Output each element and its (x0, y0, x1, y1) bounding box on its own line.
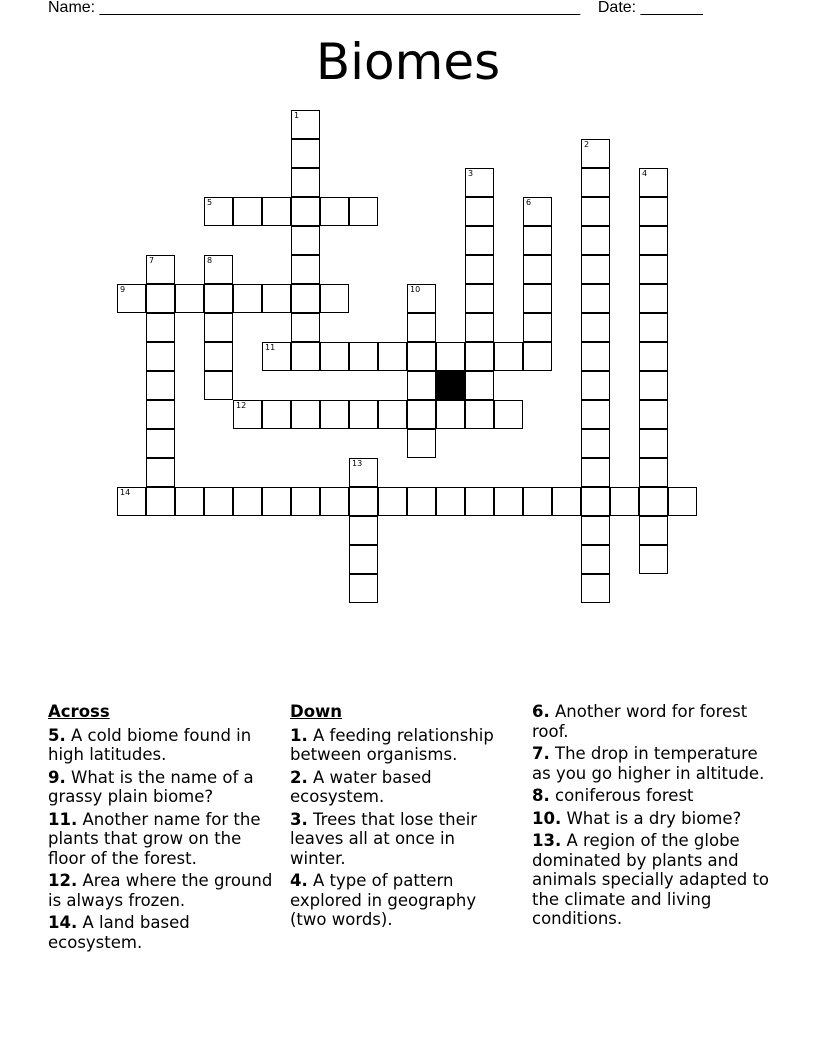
clue-text: A type of pattern explored in geography (two words). (290, 871, 477, 929)
crossword-cell[interactable] (581, 197, 610, 226)
clue-text: A water based ecosystem. (290, 767, 432, 806)
clue-number: 5 (207, 198, 213, 207)
clue-number: 1 (294, 111, 300, 120)
clue-number: 12. (48, 871, 78, 890)
crossword-cell[interactable] (639, 168, 668, 197)
clue-number: 7. (532, 744, 550, 763)
crossword-cell[interactable] (581, 342, 610, 371)
crossword-cell[interactable] (291, 197, 320, 226)
clue-number: 9 (120, 285, 126, 294)
clue-number: 14. (48, 913, 78, 932)
crossword-cell[interactable] (291, 313, 320, 342)
crossword-cell[interactable] (291, 255, 320, 284)
crossword-cell[interactable] (581, 400, 610, 429)
clue-number: 11 (265, 343, 276, 352)
clue-item (532, 786, 772, 806)
crossword-cell[interactable] (291, 139, 320, 168)
crossword-cell[interactable] (262, 197, 291, 226)
crossword-cell[interactable] (291, 284, 320, 313)
clue-number: 6 (526, 198, 532, 207)
name-label: Name: (48, 0, 96, 16)
crossword-cell[interactable] (349, 516, 378, 545)
crossword-cell[interactable] (581, 429, 610, 458)
crossword-cell[interactable] (175, 284, 204, 313)
down-heading: Down (290, 702, 343, 721)
crossword-cell[interactable] (117, 284, 146, 313)
crossword-cell[interactable] (204, 284, 233, 313)
crossword-cell[interactable] (204, 342, 233, 371)
crossword-cell[interactable] (465, 197, 494, 226)
crossword-cell[interactable] (465, 226, 494, 255)
crossword-cell[interactable] (581, 371, 610, 400)
crossword-cell[interactable] (581, 574, 610, 603)
crossword-cell[interactable] (581, 487, 610, 516)
crossword-cell[interactable] (146, 371, 175, 400)
clue-text: coniferous forest (555, 786, 694, 805)
crossword-cell[interactable] (320, 284, 349, 313)
clue-item (48, 810, 273, 869)
down-clues (290, 702, 515, 933)
crossword-cell[interactable] (407, 371, 436, 400)
crossword-cell[interactable] (639, 226, 668, 255)
clue-number: 1. (290, 725, 308, 745)
crossword-cell[interactable] (349, 197, 378, 226)
crossword-cell[interactable] (262, 342, 291, 371)
crossword-cell[interactable] (610, 487, 639, 516)
crossword-cell[interactable] (204, 197, 233, 226)
date-label: Date: (597, 0, 637, 16)
crossword-cell[interactable] (291, 110, 320, 139)
crossword-cell[interactable] (291, 226, 320, 255)
crossword-cell[interactable] (639, 487, 668, 516)
crossword-cell[interactable] (639, 284, 668, 313)
down-clues-continued (532, 702, 772, 932)
crossword-cell[interactable] (581, 458, 610, 487)
crossword-cell[interactable] (552, 487, 581, 516)
crossword-cell[interactable] (320, 487, 349, 516)
crossword-cell[interactable] (378, 400, 407, 429)
crossword-cell[interactable] (668, 487, 697, 516)
crossword-cell[interactable] (349, 574, 378, 603)
clue-number: 11. (48, 809, 78, 829)
clue-text: A cold biome found in high latitudes. (48, 725, 252, 764)
crossword-cell[interactable] (233, 400, 262, 429)
crossword-cell[interactable] (349, 342, 378, 371)
crossword-cell[interactable] (291, 400, 320, 429)
clue-number: 3 (468, 169, 474, 178)
crossword-cell[interactable] (523, 284, 552, 313)
clue-number: 4 (642, 169, 648, 178)
clue-text: Another word for forest roof. (532, 702, 748, 741)
crossword-cell[interactable] (581, 226, 610, 255)
crossword-cell[interactable] (523, 197, 552, 226)
crossword-cell[interactable] (204, 313, 233, 342)
crossword-cell[interactable] (581, 516, 610, 545)
clue-number: 2. (290, 767, 308, 787)
clue-text: A feeding relationship between organisms. (290, 725, 494, 764)
clue-item (532, 702, 772, 741)
crossword-cell[interactable] (262, 400, 291, 429)
clue-text: Trees that lose their leaves all at once in winter. (290, 809, 478, 868)
crossword-cell[interactable] (117, 487, 146, 516)
clue-text: What is a dry biome? (566, 808, 742, 828)
black-square (436, 371, 465, 400)
crossword-cell[interactable] (320, 197, 349, 226)
crossword-cell[interactable] (639, 342, 668, 371)
crossword-cell[interactable] (639, 313, 668, 342)
crossword-cell[interactable] (349, 487, 378, 516)
clue-number: 3. (290, 809, 308, 829)
crossword-cell[interactable] (146, 313, 175, 342)
clue-number: 12 (236, 401, 247, 410)
date-blank[interactable]: _______ (640, 0, 703, 16)
clue-item (532, 744, 772, 783)
crossword-cell[interactable] (494, 342, 523, 371)
crossword-cell[interactable] (639, 458, 668, 487)
crossword-cell[interactable] (639, 400, 668, 429)
crossword-cell[interactable] (639, 545, 668, 574)
crossword-cell[interactable] (262, 284, 291, 313)
crossword-cell[interactable] (378, 342, 407, 371)
crossword-cell[interactable] (494, 487, 523, 516)
clue-item (48, 871, 273, 910)
clue-text: A region of the globe dominated by plants and animals specially adapted to the climate and living conditions. (532, 831, 770, 928)
clue-number: 14 (120, 488, 131, 497)
crossword-cell[interactable] (146, 487, 175, 516)
crossword-cell[interactable] (233, 487, 262, 516)
crossword-cell[interactable] (349, 400, 378, 429)
crossword-cell[interactable] (581, 313, 610, 342)
clue-item (290, 726, 515, 765)
crossword-cell[interactable] (291, 487, 320, 516)
crossword-cell[interactable] (639, 197, 668, 226)
crossword-cell[interactable] (407, 342, 436, 371)
clue-number: 10. (532, 808, 562, 828)
crossword-cell[interactable] (233, 284, 262, 313)
crossword-cell[interactable] (523, 487, 552, 516)
name-blank[interactable]: ______________________________________________________ (99, 0, 581, 16)
across-heading: Across (48, 702, 110, 721)
crossword-cell[interactable] (407, 487, 436, 516)
crossword-cell[interactable] (407, 284, 436, 313)
crossword-cell[interactable] (523, 255, 552, 284)
clue-number: 7 (149, 256, 155, 265)
crossword-cell[interactable] (146, 458, 175, 487)
crossword-cell[interactable] (407, 429, 436, 458)
crossword-cell[interactable] (436, 487, 465, 516)
clue-text: A land based ecosystem. (48, 913, 190, 952)
crossword-cell[interactable] (581, 284, 610, 313)
clue-number: 4. (290, 871, 308, 890)
crossword-cell[interactable] (378, 487, 407, 516)
clue-number: 8 (207, 256, 213, 265)
clue-number: 8. (532, 786, 550, 805)
clue-number: 6. (532, 702, 550, 721)
crossword-cell[interactable] (494, 400, 523, 429)
crossword-cell[interactable] (233, 197, 262, 226)
crossword-cell[interactable] (407, 400, 436, 429)
crossword-cell[interactable] (407, 313, 436, 342)
crossword-cell[interactable] (436, 400, 465, 429)
crossword-cell[interactable] (465, 255, 494, 284)
crossword-cell[interactable] (523, 226, 552, 255)
crossword-cell[interactable] (465, 487, 494, 516)
crossword-cell[interactable] (262, 487, 291, 516)
crossword-cell[interactable] (465, 168, 494, 197)
crossword-cell[interactable] (146, 284, 175, 313)
crossword-cell[interactable] (465, 342, 494, 371)
crossword-cell[interactable] (320, 400, 349, 429)
crossword-cell[interactable] (581, 139, 610, 168)
clue-number: 2 (584, 140, 590, 149)
crossword-cell[interactable] (349, 545, 378, 574)
page-title: Biomes (315, 33, 501, 91)
clue-item (290, 768, 515, 807)
crossword-cell[interactable] (465, 371, 494, 400)
across-clues (48, 702, 273, 955)
clue-item (290, 810, 515, 869)
crossword-cell[interactable] (349, 458, 378, 487)
crossword-cell[interactable] (146, 429, 175, 458)
clue-number: 10 (410, 285, 421, 294)
clue-text: Another name for the plants that grow on the floor of the forest. (48, 809, 261, 868)
crossword-cell[interactable] (639, 371, 668, 400)
clue-item (532, 809, 772, 829)
clue-number: 9. (48, 767, 66, 787)
crossword-cell[interactable] (320, 342, 349, 371)
clue-number: 5. (48, 725, 66, 745)
crossword-cell[interactable] (291, 342, 320, 371)
clue-item (532, 831, 772, 929)
crossword-cell[interactable] (175, 487, 204, 516)
crossword-cell[interactable] (465, 400, 494, 429)
crossword-cell[interactable] (146, 342, 175, 371)
clue-text: Area where the ground is always frozen. (48, 871, 273, 910)
crossword-cell[interactable] (436, 342, 465, 371)
clue-number: 13 (352, 459, 363, 468)
crossword-cell[interactable] (465, 284, 494, 313)
crossword-cell[interactable] (204, 487, 233, 516)
clue-item (48, 913, 273, 952)
crossword-cell[interactable] (581, 168, 610, 197)
clue-text: What is the name of a grassy plain biome? (48, 767, 254, 806)
crossword-cell[interactable] (639, 255, 668, 284)
clue-number: 13. (532, 831, 562, 850)
crossword-cell[interactable] (291, 168, 320, 197)
crossword-cell[interactable] (204, 371, 233, 400)
crossword-cell[interactable] (581, 545, 610, 574)
crossword-cell[interactable] (146, 255, 175, 284)
crossword-cell[interactable] (639, 429, 668, 458)
crossword-cell[interactable] (465, 313, 494, 342)
crossword-cell[interactable] (581, 255, 610, 284)
crossword-cell[interactable] (523, 342, 552, 371)
crossword-cell[interactable] (523, 313, 552, 342)
crossword-cell[interactable] (639, 516, 668, 545)
clue-item (48, 768, 273, 807)
crossword-cell[interactable] (204, 255, 233, 284)
crossword-cell[interactable] (146, 400, 175, 429)
clue-item (290, 871, 515, 930)
clue-text: The drop in temperature as you go higher in altitude. (532, 744, 765, 783)
clue-item (48, 726, 273, 765)
